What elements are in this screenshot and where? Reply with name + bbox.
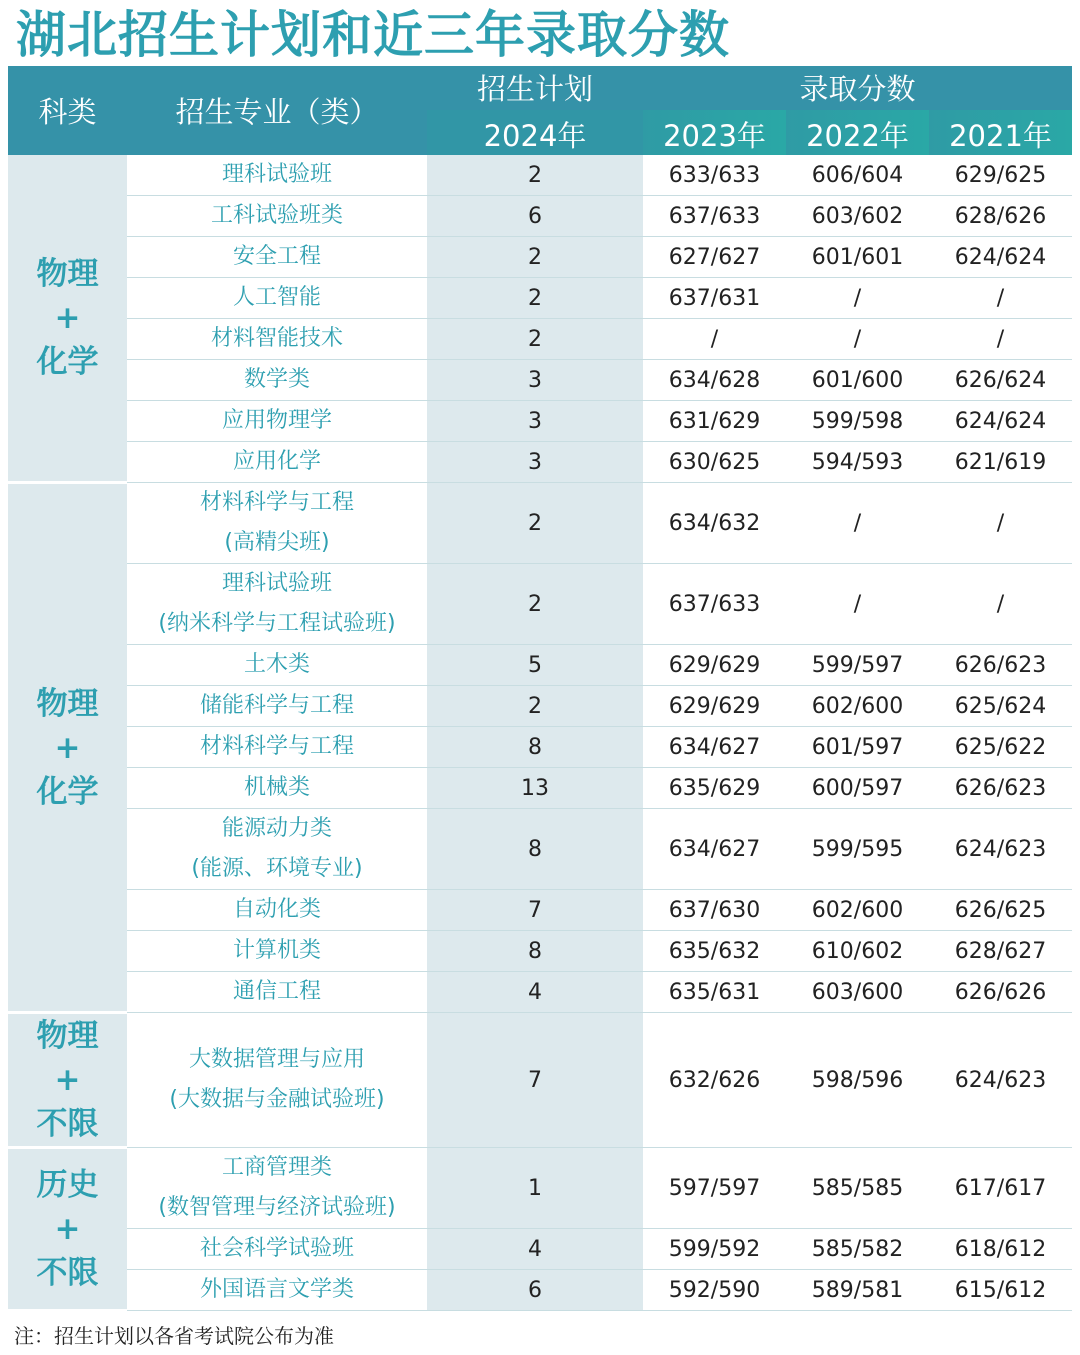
score-2022-cell: 589/581 (786, 1270, 929, 1311)
major-cell (127, 768, 427, 809)
header-category: 科类 (8, 66, 127, 155)
score-2021-cell: 629/625 (929, 155, 1072, 196)
score-2022-cell: 585/582 (786, 1229, 929, 1270)
major-line: 计算机类 (232, 938, 321, 963)
table-row (8, 1229, 1072, 1270)
major-line: 外国语言文学类 (199, 1277, 354, 1302)
score-2022-cell: 606/604 (786, 155, 929, 196)
major-line: (能源、环境专业) (191, 856, 363, 881)
major-line: 材料智能技术 (210, 326, 343, 351)
score-2023-cell: 629/629 (643, 645, 786, 686)
major-cell (127, 727, 427, 768)
plan-cell: 2 (427, 483, 643, 564)
table-row (8, 972, 1072, 1013)
major-line: (纳米科学与工程试验班) (158, 611, 396, 636)
major-cell (127, 564, 427, 645)
score-2023-cell: 637/630 (643, 890, 786, 931)
table-row (8, 442, 1072, 483)
score-2021-cell: / (929, 483, 1072, 564)
major-line: (高精尖班) (224, 530, 330, 555)
major-cell (127, 442, 427, 483)
category-line: 物理 (36, 256, 99, 292)
plan-cell: 7 (427, 890, 643, 931)
major-line: 理科试验班 (221, 162, 332, 187)
score-2023-cell: 633/633 (643, 155, 786, 196)
plan-cell: 13 (427, 768, 643, 809)
score-2021-cell: 625/622 (929, 727, 1072, 768)
score-2021-cell: 626/624 (929, 360, 1072, 401)
major-cell (127, 809, 427, 890)
plan-cell: 4 (427, 1229, 643, 1270)
category-line: + (54, 1211, 81, 1247)
category-cell (8, 1148, 127, 1311)
table-row (8, 237, 1072, 278)
score-2023-cell: 634/627 (643, 809, 786, 890)
major-line: 数学类 (243, 367, 310, 392)
plan-cell: 6 (427, 196, 643, 237)
plan-cell: 2 (427, 155, 643, 196)
score-2023-cell: 599/592 (643, 1229, 786, 1270)
major-cell (127, 645, 427, 686)
score-2022-cell: 602/600 (786, 686, 929, 727)
major-cell (127, 483, 427, 564)
score-2021-cell: 624/623 (929, 1013, 1072, 1148)
header-year-2021: 2021年 (929, 110, 1072, 155)
major-line: 安全工程 (232, 244, 321, 269)
score-2022-cell: / (786, 564, 929, 645)
table-row (8, 319, 1072, 360)
score-2022-cell: 610/602 (786, 931, 929, 972)
score-2021-cell: 615/612 (929, 1270, 1072, 1311)
score-2021-cell: 626/625 (929, 890, 1072, 931)
score-2021-cell: 625/624 (929, 686, 1072, 727)
score-2021-cell: 621/619 (929, 442, 1072, 483)
plan-cell: 3 (427, 360, 643, 401)
plan-cell: 2 (427, 564, 643, 645)
major-line: 应用化学 (232, 449, 321, 474)
score-2022-cell: 600/597 (786, 768, 929, 809)
plan-cell: 2 (427, 278, 643, 319)
major-cell (127, 1270, 427, 1311)
plan-cell: 7 (427, 1013, 643, 1148)
score-2021-cell: / (929, 319, 1072, 360)
score-2023-cell: 635/631 (643, 972, 786, 1013)
plan-cell: 8 (427, 727, 643, 768)
major-cell (127, 278, 427, 319)
major-cell (127, 1013, 427, 1148)
major-cell (127, 401, 427, 442)
score-2022-cell: 598/596 (786, 1013, 929, 1148)
plan-cell: 2 (427, 686, 643, 727)
header-scores: 录取分数 (643, 66, 1072, 110)
header-year-2023: 2023年 (643, 110, 786, 155)
score-2023-cell: 627/627 (643, 237, 786, 278)
major-line: 机械类 (243, 775, 310, 800)
table-row (8, 401, 1072, 442)
plan-cell: 2 (427, 319, 643, 360)
category-line: 物理 (36, 685, 99, 722)
score-2023-cell: 634/632 (643, 483, 786, 564)
category-line: 不限 (36, 1106, 99, 1142)
major-cell (127, 319, 427, 360)
table-row (8, 1270, 1072, 1311)
plan-cell: 3 (427, 442, 643, 483)
category-cell (8, 155, 127, 483)
score-2022-cell: 599/597 (786, 645, 929, 686)
table-row (8, 483, 1072, 564)
major-cell (127, 360, 427, 401)
score-2021-cell: 624/624 (929, 401, 1072, 442)
score-2022-cell: 601/600 (786, 360, 929, 401)
major-line: 理科试验班 (221, 571, 332, 596)
major-line: (数智管理与经济试验班) (158, 1195, 396, 1220)
score-2021-cell: 626/623 (929, 645, 1072, 686)
score-2023-cell: 629/629 (643, 686, 786, 727)
table-row (8, 931, 1072, 972)
score-2021-cell: 626/623 (929, 768, 1072, 809)
table-row (8, 1148, 1072, 1229)
score-2022-cell: 599/595 (786, 809, 929, 890)
score-2022-cell: 602/600 (786, 890, 929, 931)
score-2021-cell: 624/624 (929, 237, 1072, 278)
major-line: 储能科学与工程 (199, 693, 354, 718)
major-cell (127, 196, 427, 237)
major-line: 自动化类 (232, 897, 321, 922)
header-year-2022: 2022年 (786, 110, 929, 155)
category-cell (8, 483, 127, 1013)
category-line: 化学 (36, 344, 99, 380)
major-cell (127, 237, 427, 278)
major-line: 材料科学与工程 (199, 490, 354, 515)
major-line: 能源动力类 (221, 816, 332, 841)
plan-cell: 4 (427, 972, 643, 1013)
major-line: 工科试验班类 (210, 203, 343, 228)
plan-cell: 8 (427, 931, 643, 972)
table-row (8, 155, 1072, 196)
major-cell (127, 1148, 427, 1229)
footnote: 注：招生计划以各省考试院公布为准 (14, 1324, 334, 1348)
header-major: 招生专业（类） (127, 66, 427, 155)
score-2023-cell: 634/628 (643, 360, 786, 401)
plan-cell: 6 (427, 1270, 643, 1311)
category-line: + (54, 300, 81, 336)
score-2022-cell: 603/600 (786, 972, 929, 1013)
score-2022-cell: / (786, 319, 929, 360)
major-line: 工商管理类 (221, 1155, 332, 1180)
score-2022-cell: 601/597 (786, 727, 929, 768)
score-2022-cell: 603/602 (786, 196, 929, 237)
table-row (8, 686, 1072, 727)
category-line: 化学 (36, 773, 99, 810)
score-2023-cell: 637/631 (643, 278, 786, 319)
score-2021-cell: 624/623 (929, 809, 1072, 890)
major-line: 通信工程 (232, 979, 321, 1004)
header-plan-line2: 2024年 (427, 110, 643, 155)
major-line: 材料科学与工程 (199, 734, 354, 759)
score-2023-cell: 635/632 (643, 931, 786, 972)
score-2021-cell: 618/612 (929, 1229, 1072, 1270)
table-row (8, 564, 1072, 645)
major-cell (127, 972, 427, 1013)
score-2023-cell: 631/629 (643, 401, 786, 442)
category-line: 历史 (36, 1167, 99, 1203)
category-line: 物理 (36, 1018, 99, 1054)
plan-cell: 8 (427, 809, 643, 890)
table-row (8, 360, 1072, 401)
table-row (8, 727, 1072, 768)
major-cell (127, 890, 427, 931)
page-title: 湖北招生计划和近三年录取分数 (16, 6, 730, 64)
table-row (8, 645, 1072, 686)
table-row (8, 278, 1072, 319)
table-row (8, 1013, 1072, 1148)
major-cell (127, 155, 427, 196)
score-2022-cell: / (786, 278, 929, 319)
score-2023-cell: 637/633 (643, 564, 786, 645)
category-line: + (54, 1062, 81, 1098)
score-2023-cell: 597/597 (643, 1148, 786, 1229)
major-line: 应用物理学 (221, 408, 332, 433)
plan-cell: 5 (427, 645, 643, 686)
score-2022-cell: 594/593 (786, 442, 929, 483)
score-2023-cell: 635/629 (643, 768, 786, 809)
score-2021-cell: 626/626 (929, 972, 1072, 1013)
major-cell (127, 931, 427, 972)
plan-cell: 2 (427, 237, 643, 278)
score-2021-cell: / (929, 564, 1072, 645)
score-2022-cell: / (786, 483, 929, 564)
major-line: (大数据与金融试验班) (169, 1087, 385, 1112)
category-cell (8, 1013, 127, 1148)
score-2022-cell: 599/598 (786, 401, 929, 442)
score-2022-cell: 585/585 (786, 1148, 929, 1229)
category-line: + (54, 729, 81, 766)
table-row (8, 196, 1072, 237)
score-2023-cell: 632/626 (643, 1013, 786, 1148)
major-cell (127, 686, 427, 727)
table-row (8, 809, 1072, 890)
score-2023-cell: 634/627 (643, 727, 786, 768)
score-2023-cell: 592/590 (643, 1270, 786, 1311)
major-line: 人工智能 (232, 285, 321, 310)
score-2023-cell: / (643, 319, 786, 360)
score-2021-cell: / (929, 278, 1072, 319)
major-cell (127, 1229, 427, 1270)
category-line: 不限 (36, 1255, 99, 1291)
score-2021-cell: 617/617 (929, 1148, 1072, 1229)
score-2021-cell: 628/627 (929, 931, 1072, 972)
admission-table (8, 66, 1072, 1312)
table-row (8, 890, 1072, 931)
table-row (8, 768, 1072, 809)
header-plan-line1: 招生计划 (427, 66, 643, 110)
score-2021-cell: 628/626 (929, 196, 1072, 237)
major-line: 土木类 (243, 652, 310, 677)
score-2022-cell: 601/601 (786, 237, 929, 278)
table-body (8, 155, 1072, 1311)
plan-cell: 3 (427, 401, 643, 442)
major-line: 大数据管理与应用 (188, 1047, 365, 1072)
plan-cell: 1 (427, 1148, 643, 1229)
major-line: 社会科学试验班 (199, 1236, 354, 1261)
score-2023-cell: 630/625 (643, 442, 786, 483)
score-2023-cell: 637/633 (643, 196, 786, 237)
